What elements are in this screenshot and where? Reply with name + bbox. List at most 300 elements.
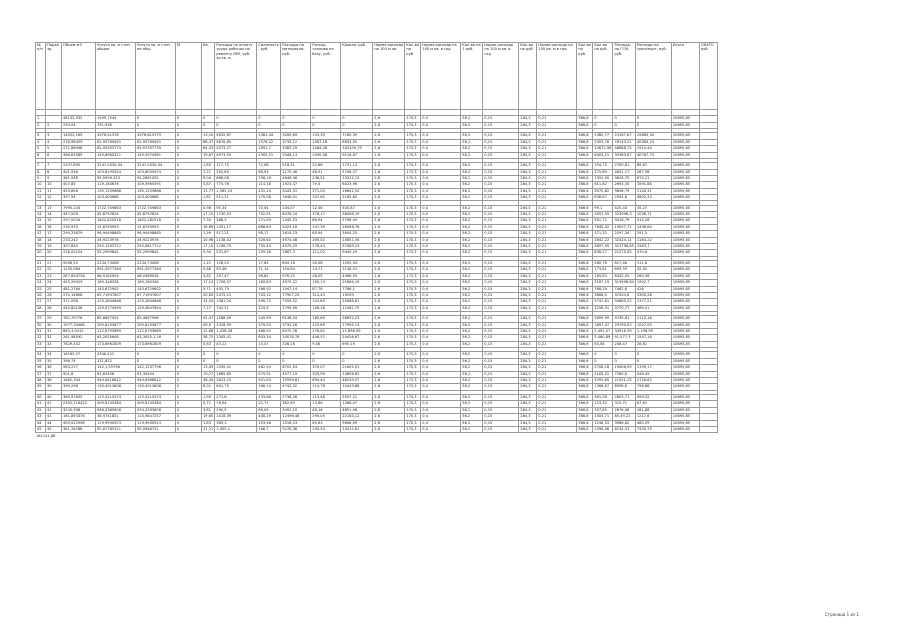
column-header: ОКАТО руб. xyxy=(699,43,717,110)
table-cell: 10671,98 xyxy=(594,146,612,151)
table-cell: 10695,85 xyxy=(671,426,699,432)
table-cell: 762,79778 xyxy=(62,316,96,322)
column-header: № п/п xyxy=(36,43,46,110)
table-cell: 24 xyxy=(36,280,46,286)
table-cell: 2,6 xyxy=(373,365,405,371)
table-cell: 588,2 xyxy=(215,218,257,224)
table-cell: 0,21 xyxy=(537,205,577,211)
table-cell: 284,3 xyxy=(519,305,537,311)
table-cell: 0,15 xyxy=(483,267,519,273)
table-cell: 976,25 xyxy=(281,273,311,279)
table-cell: 0,4 xyxy=(421,358,461,364)
table-cell: 0,21 xyxy=(537,358,577,364)
table-cell: 3813,23 xyxy=(215,377,257,383)
table-cell: 6136,54 xyxy=(281,316,311,322)
table-cell: 0 xyxy=(176,305,202,311)
table-cell: 0,15 xyxy=(483,169,519,175)
table-cell: 8633,55 xyxy=(341,139,373,145)
table-cell: 1305,51 xyxy=(257,152,281,158)
table-cell: 0,4 xyxy=(421,163,461,169)
table-cell: 366,6 xyxy=(577,133,593,139)
table-cell: 10695,85 xyxy=(671,305,699,311)
table-cell: 0,4 xyxy=(421,175,461,181)
table-cell: 21521,25 xyxy=(613,377,635,383)
table-cell: 29 xyxy=(36,316,46,322)
table-cell: 265,02 xyxy=(311,237,341,243)
table-cell: 1138,02 xyxy=(215,237,257,243)
table-cell: 10695,85 xyxy=(671,175,699,181)
table-cell: 45 xyxy=(46,426,62,432)
table-cell: 371,098 xyxy=(62,299,96,305)
table-cell: 102,85 xyxy=(311,299,341,305)
table-cell: 168,7 xyxy=(257,426,281,432)
table-cell: 220,2644668 xyxy=(136,299,176,305)
table-cell: 0,15 xyxy=(483,335,519,341)
table-cell: 56,2 xyxy=(461,322,483,328)
table-cell: 461,06 xyxy=(593,394,613,400)
table-cell: 2718,62 xyxy=(635,377,671,383)
table-cell: 0,21 xyxy=(537,122,577,128)
table-cell: 170,3 xyxy=(405,188,421,194)
table-cell: 2,6 xyxy=(373,237,405,243)
table-cell: 0,15 xyxy=(483,182,519,188)
table-cell: 0,15 xyxy=(483,116,519,122)
table-cell: 366,6 xyxy=(577,335,593,341)
table-cell: 0,4 xyxy=(421,152,461,158)
table-cell: 170,3 xyxy=(405,224,421,230)
table-cell: 0,15 xyxy=(483,401,519,407)
table-cell: 6702,93 xyxy=(281,365,311,371)
table-cell: 0 xyxy=(176,212,202,218)
table-cell: 3167,19 xyxy=(593,280,613,286)
table-cell: 10695,85 xyxy=(671,377,699,383)
table-cell: 10695,85 xyxy=(671,358,699,364)
table-cell: 109,3965591 xyxy=(136,182,176,188)
table-cell: 0 xyxy=(176,365,202,371)
table-cell: 2,6 xyxy=(373,133,405,139)
table-cell: 2,6 xyxy=(373,218,405,224)
table-cell: 1096,06 xyxy=(593,426,613,432)
table-cell: 0,21 xyxy=(537,384,577,390)
table-cell: 19 xyxy=(46,243,62,249)
table-cell: 98,17 xyxy=(257,231,281,237)
table-cell: 94685,22 xyxy=(613,299,635,305)
table-cell: 0,4 xyxy=(421,371,461,377)
table-cell: 0,21 xyxy=(537,292,577,298)
page-footer: Страница 1 из 1 xyxy=(824,612,859,617)
table-cell: 366,6 xyxy=(577,231,593,237)
table-cell: 0 xyxy=(176,292,202,298)
table-cell: 68,47 xyxy=(203,139,214,144)
table-cell: 0,71 xyxy=(202,401,215,407)
table-cell: 236,16 xyxy=(257,175,281,181)
table-cell: 10695,85 xyxy=(671,286,699,292)
table-cell: 1377,21 xyxy=(635,299,671,305)
table-cell: 366,6 xyxy=(577,329,593,335)
table-cell: 4979,22 xyxy=(281,280,311,286)
table-cell: 0,15 xyxy=(483,426,519,432)
table-cell: 7435,75 xyxy=(635,426,671,432)
table-cell: 170,3 xyxy=(405,426,421,432)
table-cell: 111,02 xyxy=(311,250,341,256)
table-cell: 62,00760955 xyxy=(136,139,176,145)
table-cell: 3591,88 xyxy=(635,182,671,188)
table-cell: 743,12 xyxy=(257,292,281,298)
table-cell: 2,6 xyxy=(373,358,405,364)
table-cell: 663,3,9412 xyxy=(62,329,96,335)
table-cell: 8234,53 xyxy=(613,426,635,432)
table-cell: 0,21 xyxy=(537,329,577,335)
table-cell: 1,83 xyxy=(202,420,215,426)
table-cell: 56,2 xyxy=(461,273,483,279)
table-cell: 2876,08 xyxy=(613,407,635,413)
table-cell: 366,6 xyxy=(577,365,593,371)
table-cell: 19,65 xyxy=(203,414,214,419)
table-cell: 0 xyxy=(176,329,202,335)
table-cell: 36 xyxy=(46,365,62,371)
table-cell: 874,21 xyxy=(635,175,671,181)
table-cell: 0 xyxy=(176,358,202,364)
table-cell: 170,3 xyxy=(405,146,421,152)
table-cell: 284,3 xyxy=(519,335,537,341)
table-cell: 10695,85 xyxy=(671,122,699,128)
table-cell: 56,2 xyxy=(461,371,483,377)
table-cell: 3,460,89 xyxy=(593,335,613,341)
table-cell: 38498,19 xyxy=(341,212,373,218)
table-cell: 270,14608 xyxy=(62,292,96,298)
table-cell: 56,2 xyxy=(461,299,483,305)
table-cell: 0,4 xyxy=(421,401,461,407)
column-header: Услуга кв. м стен общая xyxy=(96,43,136,110)
table-cell: 371,00 xyxy=(311,188,341,194)
table-cell: 3904,25 xyxy=(341,231,373,237)
column-header: Кол-во на руб. xyxy=(405,43,421,110)
table-cell: 284,3 xyxy=(519,163,537,169)
table-cell: 357,47 xyxy=(215,273,257,279)
table-cell: 0 xyxy=(176,182,202,188)
table-cell: 19406,09 xyxy=(613,365,635,371)
table-cell: 694,44 xyxy=(311,377,341,383)
table-cell: 366,6 xyxy=(577,175,593,181)
table-cell: 3305,71 xyxy=(593,414,613,420)
table-cell: 13,86 xyxy=(311,401,341,407)
table-cell: 307,894 xyxy=(62,243,96,249)
table-cell: 409,022998 xyxy=(62,420,96,426)
table-cell: 2,6 xyxy=(373,286,405,292)
table-cell: 366,6 xyxy=(577,205,593,211)
table-cell: 275,89 xyxy=(593,169,613,175)
table-cell: 8 xyxy=(36,169,46,175)
column-header: Расход топлива на базу, руб. xyxy=(311,43,341,110)
table-cell: 35 xyxy=(36,358,46,364)
table-cell: 0,15 xyxy=(483,329,519,335)
table-cell: 1335,41 xyxy=(215,365,257,371)
table-cell: 366,6 xyxy=(577,237,593,243)
table-cell: 13 xyxy=(36,205,46,211)
table-cell: 160,69 xyxy=(311,316,341,322)
table-cell: 236,51 xyxy=(311,175,341,181)
table-cell: 0 xyxy=(176,260,202,266)
table-cell: 34,9223976 xyxy=(136,237,176,243)
table-cell: 366,6 xyxy=(577,305,593,311)
table-cell: 250,85 xyxy=(215,169,257,175)
table-cell: 366,6 xyxy=(577,401,593,407)
table-cell: 111,8 xyxy=(635,260,671,266)
table-cell: 10695,85 xyxy=(671,146,699,152)
table-cell: 170,3 xyxy=(405,384,421,390)
table-cell: 10695,85 xyxy=(671,280,699,286)
table-cell: 2 xyxy=(36,122,46,128)
table-cell: 1 xyxy=(36,116,46,122)
column-header: Кол-во на руб. xyxy=(519,43,537,110)
table-cell: 0,4 xyxy=(421,384,461,390)
table-cell: 165,346336 xyxy=(96,280,136,286)
table-cell: 2,6 xyxy=(373,420,405,426)
table-cell: 170,3 xyxy=(405,237,421,243)
table-cell: 170,3 xyxy=(405,394,421,400)
table-cell: 56,2 xyxy=(461,163,483,169)
table-cell: 1352,95 xyxy=(593,175,613,181)
table-cell: 170,3 xyxy=(405,139,421,145)
table-cell: 56,2 xyxy=(461,133,483,139)
table-cell: 496,73 xyxy=(257,299,281,305)
table-cell: 735,44 xyxy=(257,243,281,249)
table-cell: 170,3 xyxy=(405,352,421,358)
table-cell: 1,39 xyxy=(202,231,215,237)
table-cell: 170,3 xyxy=(405,243,421,249)
table-cell: 56,2 xyxy=(461,420,483,426)
table-cell: 62,09352773 xyxy=(96,146,136,152)
table-cell: 0,4 xyxy=(421,260,461,266)
table-cell: 21,896,99 xyxy=(341,329,373,335)
table-cell: 30 xyxy=(46,322,62,328)
table-cell: 2303,78 xyxy=(593,139,613,145)
table-cell: 2,6 xyxy=(373,273,405,279)
table-cell: 23 xyxy=(36,273,46,279)
table-cell: 0 xyxy=(341,358,373,364)
table-cell: 170,3 xyxy=(405,133,421,139)
table-cell: 56,2 xyxy=(461,243,483,249)
table-cell: 382,65 xyxy=(281,401,311,407)
table-cell: 284,3 xyxy=(519,260,537,266)
table-cell: 45,6792824 xyxy=(136,212,176,218)
table-cell: 3147,0330,04 xyxy=(96,163,136,169)
table-cell: 1318,99 xyxy=(215,322,257,328)
table-cell: 10695,85 xyxy=(671,299,699,305)
table-cell: 130,4013808 xyxy=(136,384,176,390)
table-cell: 0,15 xyxy=(483,250,519,256)
table-cell: 4743,32 xyxy=(281,384,311,390)
table-cell: 29799,02 xyxy=(613,322,635,328)
table-cell: 2163,01 xyxy=(593,371,613,377)
table-cell: 284,3 xyxy=(519,139,537,145)
table-cell: 26 xyxy=(36,292,46,298)
table-cell: 15599,81 xyxy=(281,377,311,383)
table-cell: 6070,78 xyxy=(281,329,311,335)
table-cell: 0,4 xyxy=(421,394,461,400)
table-cell: 0 xyxy=(257,122,281,128)
table-cell: 10695,85 xyxy=(671,335,699,341)
table-cell: 170,3 xyxy=(405,401,421,407)
table-cell: 408,19 xyxy=(257,414,281,420)
table-cell: 21 xyxy=(46,260,62,266)
column-header: Норма расхода на 100 м кв. в год xyxy=(421,43,461,110)
table-cell: 2708,18 xyxy=(593,365,613,371)
table-cell: 0,21 xyxy=(537,133,577,139)
table-cell: 7 xyxy=(36,163,46,169)
table-cell: 165,160346 xyxy=(136,280,176,286)
table-cell: 0,21 xyxy=(537,426,577,432)
table-cell: 0,15 xyxy=(483,305,519,311)
table-cell: 0 xyxy=(176,169,202,175)
table-cell: 315,71 xyxy=(613,401,635,407)
table-cell: 1087,18 xyxy=(311,139,341,145)
table-cell: 64,08 xyxy=(593,341,613,347)
table-cell: 8998,6 xyxy=(613,384,635,390)
column-header: Расходы на материалы, руб. xyxy=(281,43,311,110)
table-cell: 245,54 xyxy=(311,426,341,432)
table-cell: 9 xyxy=(36,175,46,181)
table-cell: 1646,01 xyxy=(281,195,311,201)
table-cell: 3 xyxy=(36,133,46,139)
table-cell: 365,97635 xyxy=(62,394,96,400)
table-cell: 112,8793869 xyxy=(136,329,176,335)
table-cell: 0,4 xyxy=(421,341,461,347)
table-cell: 1498,64 xyxy=(635,224,671,230)
table-cell: 0 xyxy=(257,358,281,364)
table-cell: 0,21 xyxy=(537,335,577,341)
table-cell: 14,04 xyxy=(203,299,214,304)
table-cell: 14052,165 xyxy=(62,133,96,139)
table-cell: 2,6 xyxy=(373,212,405,218)
table-cell: 10695,85 xyxy=(671,322,699,328)
table-cell: 142,1,55796 xyxy=(96,365,136,371)
table-cell: 1619,23 xyxy=(281,231,311,237)
table-cell: 284,3 xyxy=(519,420,537,426)
table-cell: 366,6 xyxy=(577,224,593,230)
table-cell: 10695,85 xyxy=(671,365,699,371)
table-cell: 17 xyxy=(36,231,46,237)
table-cell: 2,6 xyxy=(373,280,405,286)
table-cell: 41 xyxy=(36,401,46,407)
table-cell: 638,67 xyxy=(593,195,613,201)
table-cell: 46,9162924 xyxy=(96,273,136,279)
table-cell: 18 xyxy=(46,237,62,243)
table-cell: 0 xyxy=(281,358,311,364)
table-cell: 3733,26 xyxy=(281,322,311,328)
table-cell: 0 xyxy=(635,358,671,364)
table-cell: 0 xyxy=(593,352,613,358)
table-cell: 0,21 xyxy=(537,407,577,413)
table-cell: 2738,28 xyxy=(281,394,311,400)
table-cell: 0,21 xyxy=(537,175,577,181)
table-cell: 7995,144 xyxy=(62,205,96,211)
table-cell: 366,6 xyxy=(577,407,593,413)
table-cell: 0,15 xyxy=(483,365,519,371)
table-cell: 56,2 xyxy=(461,341,483,347)
table-cell: 170,3 xyxy=(405,116,421,122)
table-cell: 276,82 xyxy=(311,329,341,335)
table-cell: 366,6 xyxy=(577,273,593,279)
table-cell: 446,45 xyxy=(635,371,671,377)
table-cell: 16 xyxy=(46,224,62,230)
column-header: Норма расхода на 100 м кв. в год xyxy=(483,43,519,110)
table-cell: 0,4 xyxy=(421,122,461,128)
table-cell: 4974,48 xyxy=(281,237,311,243)
table-cell: 455,29429 xyxy=(62,280,96,286)
table-cell: 1758,57 xyxy=(215,280,257,286)
table-cell: 1897,47 xyxy=(593,322,613,328)
table-cell: 0,4 xyxy=(421,365,461,371)
table-cell: 7462,6 xyxy=(613,286,635,292)
table-cell: 366,6 xyxy=(577,146,593,152)
table-cell: 159,38 xyxy=(257,250,281,256)
table-cell: 154,75 xyxy=(593,163,613,169)
table-cell: 10695,85 xyxy=(671,212,699,218)
table-cell: 95,2661052 xyxy=(136,175,176,181)
table-cell: 31 xyxy=(46,329,62,335)
table-cell: 0,21 xyxy=(537,139,577,145)
table-cell: 26832,53 xyxy=(341,316,373,322)
table-cell: 10695,85 xyxy=(671,116,699,122)
table-cell: 0,15 xyxy=(483,316,519,322)
table-cell: 115,4212974 xyxy=(136,394,176,400)
table-cell: 38,75 xyxy=(203,335,214,340)
table-cell: 284,3 xyxy=(519,401,537,407)
table-cell: 23 xyxy=(46,273,62,279)
table-cell: 2,6 xyxy=(373,139,405,145)
table-cell: 123,32 xyxy=(593,401,613,407)
table-cell: 323996,3 xyxy=(613,212,635,218)
table-cell: 326,62 xyxy=(257,237,281,243)
table-cell: 369,3 xyxy=(215,420,257,426)
table-cell: 1722,709863 xyxy=(96,205,136,211)
table-cell: 255,1293712 xyxy=(96,243,136,249)
table-cell: 131,24 xyxy=(257,188,281,194)
table-cell: 0,21 xyxy=(537,316,577,322)
table-cell: 501,8 xyxy=(62,371,96,377)
table-cell: 0,4 xyxy=(421,237,461,243)
table-cell: 21275,05 xyxy=(613,250,635,256)
table-cell: 130,4013808 xyxy=(96,384,136,390)
table-cell: 145,672902 xyxy=(96,286,136,292)
table-cell: 170,3 xyxy=(405,195,421,201)
table-cell: 31 xyxy=(36,329,46,335)
table-cell: 366,6 xyxy=(577,292,593,298)
table-cell: 56,2 xyxy=(461,195,483,201)
table-cell: 469,01 xyxy=(635,305,671,311)
table-cell: 4466,55 xyxy=(341,273,373,279)
table-cell: 0 xyxy=(281,122,311,128)
table-cell: 40383,24 xyxy=(635,139,671,145)
table-cell: 0,15 xyxy=(483,286,519,292)
table-cell: 284,3 xyxy=(519,218,537,224)
table-cell: 37434,6 xyxy=(613,292,635,298)
table-cell: 466,83085 xyxy=(62,152,96,158)
table-cell: 290,05 xyxy=(311,414,341,420)
table-cell: 1266,47 xyxy=(341,401,373,407)
table-cell: 0 xyxy=(281,116,311,122)
table-cell: 2,6 xyxy=(373,329,405,335)
table-cell: 381,28788 xyxy=(62,426,96,432)
table-cell: 948,3385608 xyxy=(96,407,136,413)
table-cell: 0 xyxy=(176,231,202,237)
table-cell: 0,15 xyxy=(483,371,519,377)
table-cell: 165,83 xyxy=(593,273,613,279)
table-cell: 2,6 xyxy=(373,352,405,358)
table-cell: 371,32 xyxy=(593,231,613,237)
table-cell: 230,933 xyxy=(62,224,96,230)
